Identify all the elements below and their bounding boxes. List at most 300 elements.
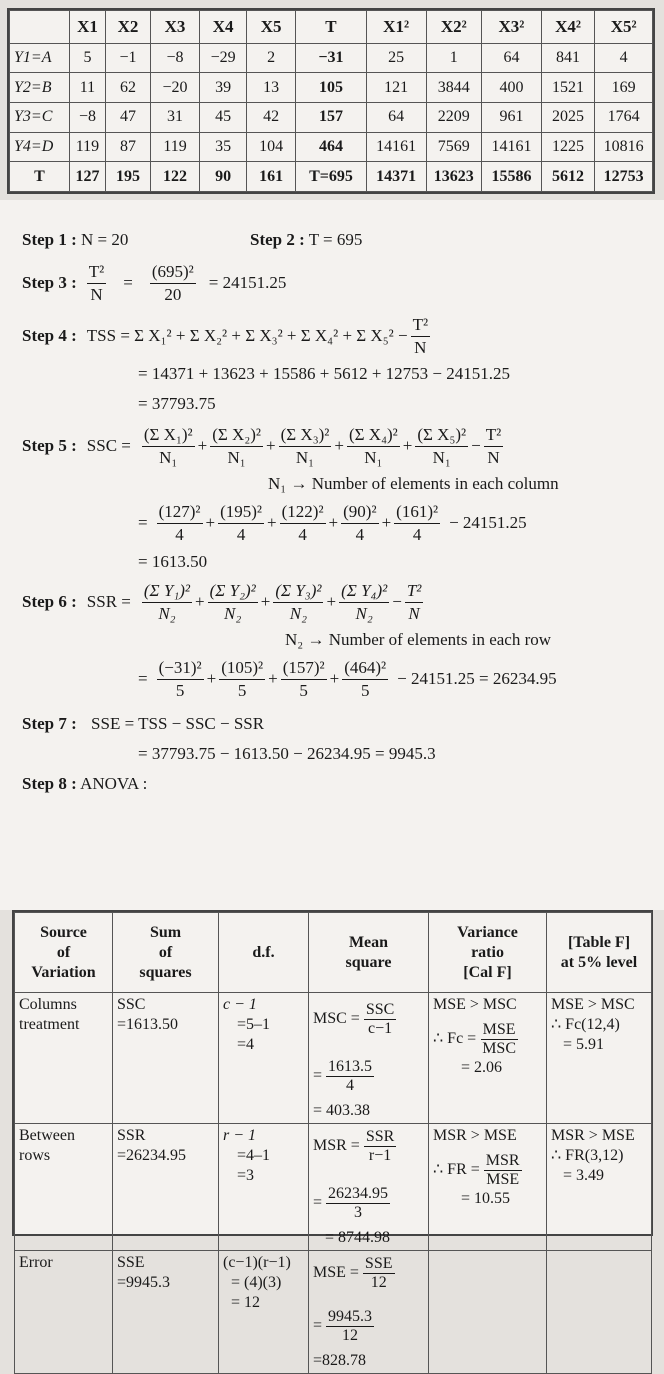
cell-line: Error bbox=[19, 1254, 53, 1271]
minus-sign: − bbox=[471, 436, 481, 455]
header-line: of bbox=[158, 943, 173, 961]
fraction-denominator: 12 bbox=[342, 1327, 359, 1344]
fraction bbox=[405, 580, 424, 625]
fraction bbox=[415, 424, 468, 469]
cell-line bbox=[313, 1308, 424, 1345]
plus-sign: + bbox=[402, 436, 413, 455]
df-cell bbox=[219, 993, 309, 1124]
fraction bbox=[363, 1255, 395, 1292]
table-total-row bbox=[10, 162, 653, 192]
step-text: TSS = Σ X₁² + Σ X₂² + Σ X₃² + Σ X₄² + Σ X₅² − bbox=[86, 326, 408, 345]
fraction-numerator: (Σ X₁)² bbox=[142, 424, 195, 447]
header-line: Mean bbox=[348, 933, 389, 951]
solution-steps bbox=[0, 200, 664, 910]
cell-line: ∴ Fc(12,4) bbox=[551, 1016, 620, 1033]
fraction bbox=[364, 1128, 396, 1165]
header-line: squares bbox=[139, 963, 192, 981]
equals-sign: = bbox=[313, 1194, 323, 1212]
ms-result: = 8744.98 bbox=[325, 1229, 391, 1246]
ms-lhs: MSE = bbox=[313, 1264, 359, 1282]
table-cell: 42 bbox=[247, 103, 296, 133]
table-cell: −29 bbox=[200, 43, 247, 73]
fraction-numerator: MSR bbox=[485, 1152, 520, 1169]
fraction-denominator: r−1 bbox=[368, 1147, 392, 1164]
fraction-numerator: T² bbox=[87, 261, 106, 284]
anova-table-container bbox=[12, 910, 653, 1369]
step-label: Step 7 : bbox=[22, 714, 77, 733]
column-header: T bbox=[296, 11, 366, 44]
table-cell: −1 bbox=[106, 43, 151, 73]
fraction-denominator: N₁ bbox=[295, 447, 315, 467]
table-cell: 5 bbox=[69, 43, 105, 73]
table-cell: 15586 bbox=[482, 162, 542, 192]
step-5-result: = 1613.50 bbox=[138, 552, 208, 571]
equals-sign: = bbox=[138, 669, 148, 688]
fraction-denominator: 5 bbox=[237, 680, 247, 700]
table-cell: 47 bbox=[106, 103, 151, 133]
column-header bbox=[547, 913, 652, 993]
ss-cell bbox=[113, 1251, 219, 1374]
table-cell: 104 bbox=[247, 132, 296, 162]
anova-header-row bbox=[15, 913, 652, 993]
fraction-denominator: N bbox=[408, 603, 420, 623]
fraction-numerator: (90)² bbox=[341, 501, 378, 524]
fraction bbox=[273, 580, 323, 625]
step-label: Step 6 : bbox=[22, 592, 77, 611]
fraction-denominator: 5 bbox=[299, 680, 308, 700]
step-text: − 24151.25 = 26234.95 bbox=[397, 669, 557, 688]
header-line: Sum bbox=[149, 923, 182, 941]
plus-sign: + bbox=[329, 669, 340, 688]
table-cell: 121 bbox=[366, 73, 426, 103]
cell-line: MSE > MSC bbox=[551, 996, 635, 1013]
column-header: X2² bbox=[426, 11, 482, 44]
table-cell: 64 bbox=[366, 103, 426, 133]
fraction-numerator: (464)² bbox=[342, 657, 388, 680]
cell-line bbox=[433, 1021, 542, 1058]
ms-cell bbox=[309, 1124, 429, 1251]
cell-line bbox=[313, 1001, 424, 1038]
table-cell: 2209 bbox=[426, 103, 482, 133]
table-row bbox=[10, 43, 653, 73]
fraction-numerator: SSC bbox=[365, 1001, 395, 1018]
fraction bbox=[411, 314, 430, 359]
ms-result: = 403.38 bbox=[313, 1102, 371, 1119]
fraction-numerator: (161)² bbox=[394, 501, 440, 524]
fraction-numerator: (Σ X₅)² bbox=[415, 424, 468, 447]
anova-row bbox=[15, 1251, 652, 1374]
table-cell: 127 bbox=[69, 162, 105, 192]
plus-sign: + bbox=[266, 436, 276, 455]
fraction bbox=[219, 657, 265, 702]
step-7 bbox=[22, 714, 264, 734]
column-header bbox=[15, 913, 113, 993]
fraction-denominator: 5 bbox=[175, 680, 185, 700]
fraction-denominator: MSC bbox=[482, 1040, 516, 1057]
source-cell bbox=[15, 1124, 113, 1251]
table-cell: 90 bbox=[200, 162, 247, 192]
table-corner-cell bbox=[10, 11, 70, 44]
column-header bbox=[309, 913, 429, 993]
fraction-numerator: (Σ X₄)² bbox=[347, 424, 400, 447]
ss-cell bbox=[113, 993, 219, 1124]
fraction-numerator: 1613.5 bbox=[328, 1058, 373, 1075]
fraction bbox=[347, 424, 400, 469]
table-cell: 14161 bbox=[366, 132, 426, 162]
fraction-denominator: N₂ bbox=[158, 603, 176, 623]
header-line: Variance bbox=[457, 923, 518, 941]
step-8 bbox=[22, 774, 147, 794]
cell-line: MSR > MSE bbox=[551, 1127, 635, 1144]
fraction-numerator: (122)² bbox=[280, 501, 326, 524]
table-cell: T=695 bbox=[296, 162, 366, 192]
cell-line: (c−1)(r−1) bbox=[223, 1254, 291, 1271]
table-cell: 122 bbox=[150, 162, 199, 192]
cell-line: =4–1 bbox=[237, 1147, 271, 1164]
fraction-denominator: 4 bbox=[355, 524, 365, 544]
fraction-denominator: 4 bbox=[236, 524, 246, 544]
minus-sign: − bbox=[392, 592, 402, 611]
equals-sign: = bbox=[138, 513, 148, 532]
cell-line: MSR > MSE bbox=[433, 1127, 517, 1144]
fraction-numerator: (195)² bbox=[218, 501, 264, 524]
fraction-numerator: MSE bbox=[482, 1021, 516, 1038]
fraction bbox=[394, 501, 440, 546]
step-label: Step 1 : bbox=[22, 230, 77, 249]
step-label: Step 3 : bbox=[22, 273, 77, 292]
data-table bbox=[9, 10, 653, 192]
fraction-numerator: (157)² bbox=[281, 657, 327, 680]
cell-line: MSE > MSC bbox=[433, 996, 517, 1013]
variance-ratio-cell bbox=[429, 1124, 547, 1251]
fraction bbox=[341, 501, 378, 546]
plus-sign: + bbox=[334, 436, 344, 455]
table-cell: 39 bbox=[200, 73, 247, 103]
fraction bbox=[281, 657, 327, 702]
row-label: Y1=A bbox=[10, 43, 70, 73]
source-cell bbox=[15, 1251, 113, 1374]
fraction-denominator: N₁ bbox=[227, 447, 246, 467]
fraction-numerator: (Σ X₃)² bbox=[279, 424, 332, 447]
vr-result: = 2.06 bbox=[461, 1059, 503, 1076]
plus-sign: + bbox=[267, 513, 277, 532]
data-table-container bbox=[7, 8, 655, 194]
cell-line: rows bbox=[19, 1147, 51, 1164]
fraction bbox=[150, 261, 196, 306]
fraction-denominator: N₁ bbox=[159, 447, 178, 467]
header-line: Variation bbox=[31, 963, 96, 981]
fraction-numerator: (Σ Y₄)² bbox=[339, 580, 389, 603]
step-text: SSR = bbox=[86, 592, 131, 611]
cell-line: SSR bbox=[117, 1127, 146, 1144]
cell-line: SSC bbox=[117, 996, 146, 1013]
fraction-numerator: (Σ X₂)² bbox=[210, 424, 263, 447]
fraction-denominator: 4 bbox=[298, 524, 307, 544]
column-header: X3 bbox=[150, 11, 199, 44]
table-cell: 841 bbox=[541, 43, 594, 73]
fraction-numerator: (105)² bbox=[219, 657, 265, 680]
fraction-denominator: 12 bbox=[370, 1274, 387, 1291]
ms-cell bbox=[309, 993, 429, 1124]
ss-cell bbox=[113, 1124, 219, 1251]
table-cell: 14371 bbox=[366, 162, 426, 192]
fraction-numerator: T² bbox=[484, 424, 503, 447]
cell-line bbox=[313, 1185, 424, 1222]
table-cell: 195 bbox=[106, 162, 151, 192]
table-cell: 45 bbox=[200, 103, 247, 133]
table-cell: 4 bbox=[595, 43, 653, 73]
cell-line: = 3.49 bbox=[563, 1167, 605, 1184]
cell-line: = 12 bbox=[231, 1294, 261, 1311]
plus-sign: + bbox=[195, 592, 205, 611]
table-cell: 31 bbox=[150, 103, 199, 133]
table-cell: 1 bbox=[426, 43, 482, 73]
step-6 bbox=[22, 576, 426, 628]
plus-sign: + bbox=[206, 669, 217, 688]
vr-lhs: ∴ Fc = bbox=[433, 1030, 477, 1048]
fraction-denominator: N₂ bbox=[224, 603, 242, 623]
cell-line bbox=[313, 1128, 424, 1165]
step-3 bbox=[22, 258, 286, 308]
column-header: X5² bbox=[595, 11, 653, 44]
header-line: at 5% level bbox=[560, 953, 638, 971]
row-label: Y3=C bbox=[10, 103, 70, 133]
fraction-numerator: (−31)² bbox=[157, 657, 204, 680]
fraction-denominator: 4 bbox=[412, 524, 422, 544]
step-label: Step 8 : bbox=[22, 774, 77, 793]
table-cell: 5612 bbox=[541, 162, 594, 192]
table-cell: 1521 bbox=[541, 73, 594, 103]
fraction bbox=[326, 1185, 390, 1222]
column-header bbox=[429, 913, 547, 993]
table-cell: 119 bbox=[69, 132, 105, 162]
column-header: X1² bbox=[366, 11, 426, 44]
fraction bbox=[279, 424, 332, 469]
variance-ratio-cell bbox=[429, 1251, 547, 1374]
step-5-note: N₁ → Number of elements in each column bbox=[268, 474, 559, 493]
anova-row bbox=[15, 993, 652, 1124]
df-cell bbox=[219, 1251, 309, 1374]
table-cell: 3844 bbox=[426, 73, 482, 103]
table-f-cell bbox=[547, 1251, 652, 1374]
fraction bbox=[364, 1001, 396, 1038]
row-label: T bbox=[10, 162, 70, 192]
step-label: Step 2 : bbox=[250, 230, 305, 249]
table-header-row bbox=[10, 11, 653, 44]
table-cell: 35 bbox=[200, 132, 247, 162]
cell-line: = (4)(3) bbox=[231, 1274, 282, 1291]
step-2 bbox=[250, 230, 362, 250]
equals-sign: = bbox=[313, 1317, 323, 1335]
equals-sign: = bbox=[313, 1067, 323, 1085]
table-cell: 13 bbox=[247, 73, 296, 103]
plus-sign: + bbox=[328, 513, 339, 532]
variance-ratio-cell bbox=[429, 993, 547, 1124]
plus-sign: + bbox=[260, 592, 271, 611]
cell-line: Columns bbox=[19, 996, 77, 1013]
table-cell: 1764 bbox=[595, 103, 653, 133]
fraction-denominator: N₁ bbox=[432, 447, 451, 467]
fraction bbox=[157, 657, 204, 702]
step-text: N = 20 bbox=[81, 230, 129, 249]
table-row bbox=[10, 103, 653, 133]
table-cell: 119 bbox=[150, 132, 199, 162]
fraction bbox=[480, 1021, 518, 1058]
cell-line: SSE bbox=[117, 1254, 145, 1271]
table-cell: 12753 bbox=[595, 162, 653, 192]
column-header: X3² bbox=[482, 11, 542, 44]
cell-line: =9945.3 bbox=[117, 1274, 171, 1291]
step-text: ANOVA : bbox=[80, 774, 148, 793]
column-header: X2 bbox=[106, 11, 151, 44]
fraction-numerator: (127)² bbox=[157, 501, 203, 524]
fraction bbox=[208, 580, 258, 625]
fraction-denominator: 3 bbox=[354, 1204, 363, 1221]
df-cell bbox=[219, 1124, 309, 1251]
fraction-numerator: (Σ Y₁)² bbox=[142, 580, 192, 603]
header-line: Source bbox=[40, 923, 87, 941]
table-cell: 400 bbox=[482, 73, 542, 103]
plus-sign: + bbox=[205, 513, 216, 532]
step-result: = 24151.25 bbox=[208, 273, 287, 292]
plus-sign: + bbox=[381, 513, 392, 532]
fraction-denominator: N₂ bbox=[289, 603, 308, 623]
table-cell: 961 bbox=[482, 103, 542, 133]
fraction-denominator: N bbox=[90, 284, 103, 304]
cell-line: r − 1 bbox=[223, 1127, 257, 1144]
table-f-cell bbox=[547, 1124, 652, 1251]
table-cell: 62 bbox=[106, 73, 151, 103]
fraction-numerator: (695)² bbox=[150, 261, 196, 284]
cell-line: treatment bbox=[19, 1016, 80, 1033]
fraction bbox=[218, 501, 264, 546]
fraction-numerator: 9945.3 bbox=[328, 1308, 373, 1325]
table-cell: 14161 bbox=[482, 132, 542, 162]
table-cell: 2025 bbox=[541, 103, 594, 133]
ms-cell bbox=[309, 1251, 429, 1374]
cell-line: = 5.91 bbox=[563, 1036, 605, 1053]
cell-line: ∴ FR(3,12) bbox=[551, 1147, 624, 1164]
table-cell: 105 bbox=[296, 73, 366, 103]
fraction bbox=[280, 501, 326, 546]
fraction bbox=[326, 1058, 374, 1095]
fraction-denominator: 4 bbox=[175, 524, 184, 544]
anova-table bbox=[14, 912, 652, 1374]
step-7-line-2: = 37793.75 − 1613.50 − 26234.95 = 9945.3 bbox=[138, 744, 436, 763]
step-label: Step 5 : bbox=[22, 436, 77, 455]
column-header bbox=[113, 913, 219, 993]
table-cell: 464 bbox=[296, 132, 366, 162]
header-line: of bbox=[56, 943, 71, 961]
fraction-denominator: 4 bbox=[346, 1077, 355, 1094]
fraction-numerator: T² bbox=[405, 580, 424, 603]
cell-line: =3 bbox=[237, 1167, 255, 1184]
header-line: [Table F] bbox=[567, 933, 631, 951]
column-header: X1 bbox=[69, 11, 105, 44]
table-cell: 169 bbox=[595, 73, 653, 103]
header-line: [Cal F] bbox=[463, 963, 512, 981]
column-header: X4 bbox=[200, 11, 247, 44]
table-cell: 10816 bbox=[595, 132, 653, 162]
step-text: SSC = bbox=[86, 436, 131, 455]
fraction-numerator: SSR bbox=[365, 1128, 395, 1145]
fraction-numerator: (Σ Y₃)² bbox=[273, 580, 323, 603]
fraction-denominator: 5 bbox=[360, 680, 370, 700]
table-cell: 13623 bbox=[426, 162, 482, 192]
table-cell: 64 bbox=[482, 43, 542, 73]
fraction-numerator: T² bbox=[411, 314, 430, 337]
fraction bbox=[210, 424, 263, 469]
cell-line: =5–1 bbox=[237, 1016, 271, 1033]
step-text: T = 695 bbox=[308, 230, 363, 249]
table-row bbox=[10, 132, 653, 162]
fraction bbox=[326, 1308, 374, 1345]
table-cell: 2 bbox=[247, 43, 296, 73]
cell-line: c − 1 bbox=[223, 996, 257, 1013]
cell-line: =1613.50 bbox=[117, 1016, 179, 1033]
table-cell: 25 bbox=[366, 43, 426, 73]
header-line: square bbox=[345, 953, 392, 971]
cell-line bbox=[313, 1255, 424, 1292]
step-6-line-2 bbox=[138, 654, 557, 704]
step-text: − 24151.25 bbox=[449, 513, 527, 532]
step-text: SSE = TSS − SSC − SSR bbox=[91, 714, 265, 733]
fraction-denominator: N bbox=[414, 337, 427, 357]
table-cell: 157 bbox=[296, 103, 366, 133]
fraction-numerator: SSE bbox=[364, 1255, 393, 1272]
table-cell: 11 bbox=[69, 73, 105, 103]
row-label: Y4=D bbox=[10, 132, 70, 162]
header-line: d.f. bbox=[252, 943, 275, 961]
table-cell: −8 bbox=[69, 103, 105, 133]
step-label: Step 4 : bbox=[22, 326, 77, 345]
fraction-denominator: c−1 bbox=[368, 1020, 393, 1037]
fraction-denominator: MSE bbox=[486, 1171, 520, 1188]
step-5 bbox=[22, 420, 506, 472]
cell-line bbox=[313, 1058, 424, 1095]
fraction-numerator: (Σ Y₂)² bbox=[208, 580, 258, 603]
cell-line: Between bbox=[19, 1127, 75, 1144]
table-cell: 7569 bbox=[426, 132, 482, 162]
table-cell: −20 bbox=[150, 73, 199, 103]
fraction bbox=[342, 657, 388, 702]
fraction-denominator: N₂ bbox=[355, 603, 373, 623]
fraction-numerator: 26234.95 bbox=[328, 1185, 389, 1202]
plus-sign: + bbox=[326, 592, 337, 611]
table-cell: −31 bbox=[296, 43, 366, 73]
fraction bbox=[484, 1152, 522, 1189]
column-header bbox=[219, 913, 309, 993]
fraction bbox=[142, 580, 192, 625]
ms-result: =828.78 bbox=[313, 1352, 367, 1369]
table-f-cell bbox=[547, 993, 652, 1124]
ms-lhs: MSR = bbox=[313, 1137, 360, 1155]
step-5-line-2 bbox=[138, 498, 527, 548]
table-cell: 1225 bbox=[541, 132, 594, 162]
cell-line: =4 bbox=[237, 1036, 255, 1053]
column-header: X5 bbox=[247, 11, 296, 44]
cell-line: =26234.95 bbox=[117, 1147, 187, 1164]
vr-lhs: ∴ FR = bbox=[433, 1161, 480, 1179]
ms-lhs: MSC = bbox=[313, 1010, 360, 1028]
fraction-denominator: N bbox=[487, 447, 500, 467]
column-header: X4² bbox=[541, 11, 594, 44]
table-row bbox=[10, 73, 653, 103]
fraction-denominator: N₁ bbox=[364, 447, 383, 467]
fraction bbox=[339, 580, 389, 625]
header-line: ratio bbox=[471, 943, 504, 961]
fraction bbox=[484, 424, 503, 469]
